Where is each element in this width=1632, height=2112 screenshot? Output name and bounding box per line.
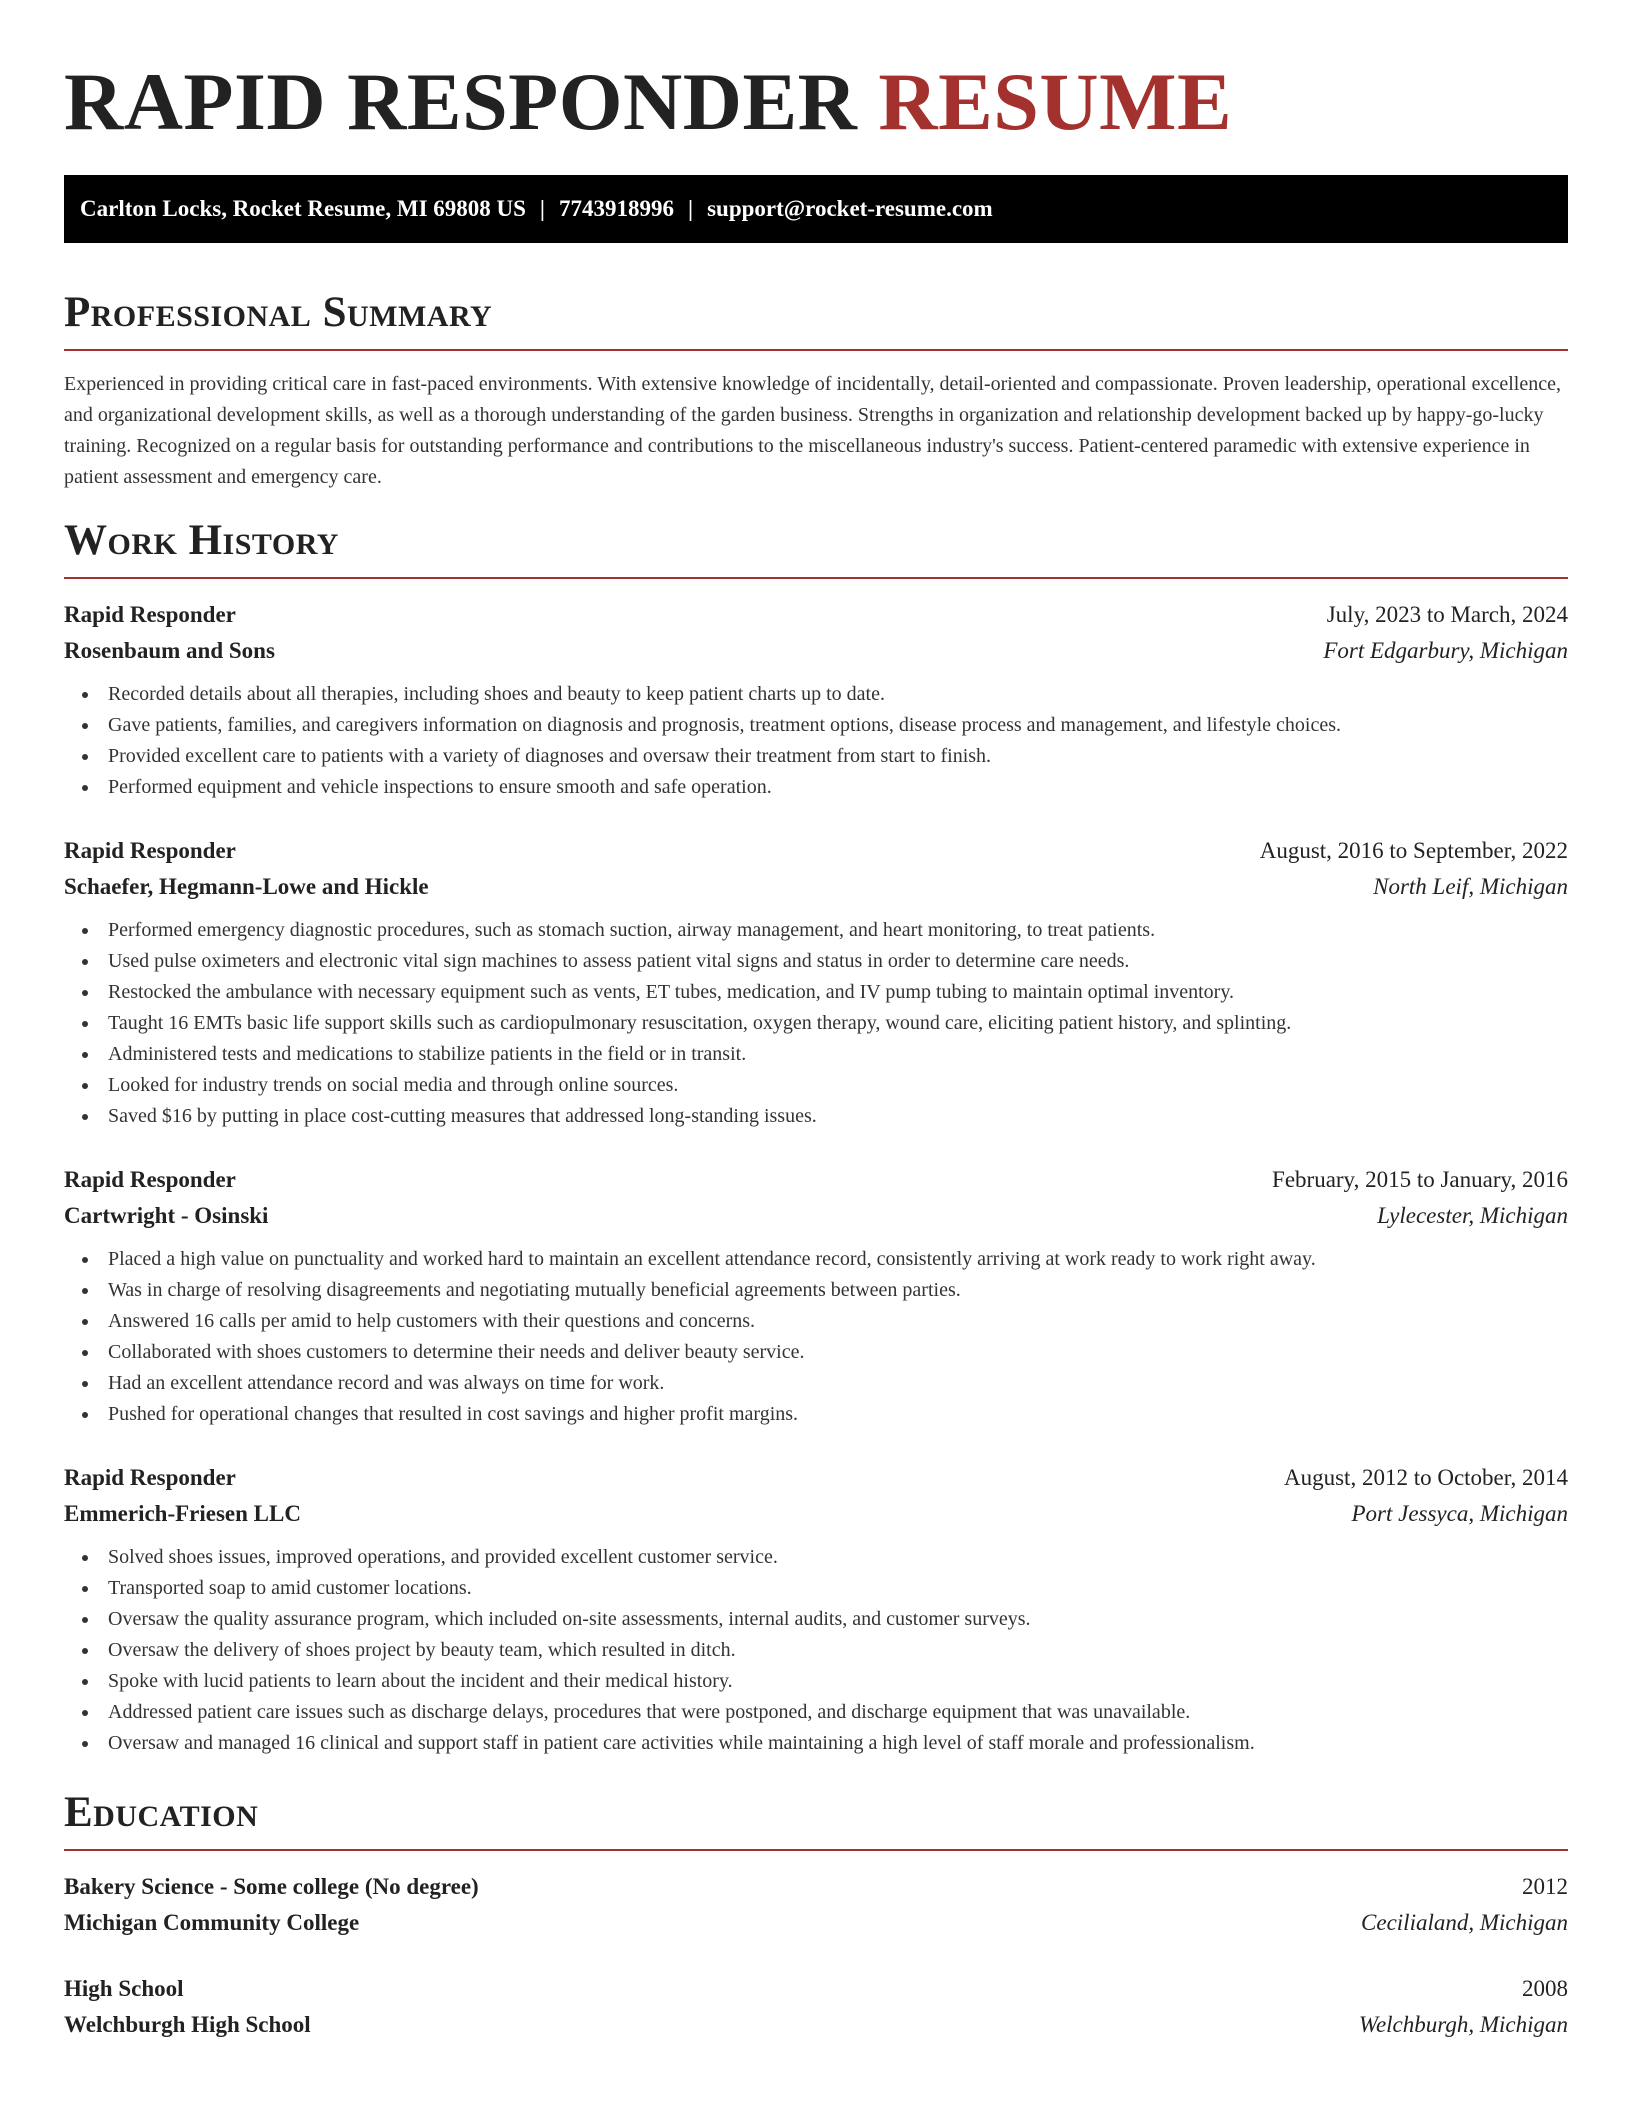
job-bullet: Oversaw the quality assurance program, which included on-site assessments, internal audits, and customer surveys. xyxy=(64,1604,1568,1635)
job-bullet: Looked for industry trends on social media and through online sources. xyxy=(64,1070,1568,1101)
job-bullet: Addressed patient care issues such as discharge delays, procedures that were postponed, and discharge equipment that was unavailable. xyxy=(64,1697,1568,1728)
education-year: 2008 xyxy=(1522,1976,1568,2001)
education-entry xyxy=(64,1869,1568,1941)
job-title: Rapid Responder xyxy=(64,602,236,627)
job-company-row xyxy=(64,1198,1568,1234)
job-company-row xyxy=(64,869,1568,905)
job-entry xyxy=(64,1460,1568,1759)
section-divider xyxy=(64,1849,1568,1851)
job-bullet: Answered 16 calls per amid to help customers with their questions and concerns. xyxy=(64,1306,1568,1337)
education-entry xyxy=(64,1971,1568,2043)
job-bullet: Spoke with lucid patients to learn about the incident and their medical history. xyxy=(64,1666,1568,1697)
education-section xyxy=(64,1785,1568,2043)
job-bullet: Was in charge of resolving disagreements and negotiating mutually beneficial agreements between parties. xyxy=(64,1275,1568,1306)
job-bullet: Solved shoes issues, improved operations, and provided excellent customer service. xyxy=(64,1542,1568,1573)
job-header-row xyxy=(64,597,1568,633)
contact-separator: | xyxy=(688,196,694,221)
job-location: North Leif, Michigan xyxy=(1373,874,1568,899)
resume-title xyxy=(64,52,1568,152)
job-header-row xyxy=(64,1460,1568,1496)
summary-text: Experienced in providing critical care in fast-paced environments. With extensive knowledge of incidentally, detail-oriented and compassionate. Proven leadership, operational excellence, and organizational development skills, as well as a thorough understanding of the garden business. Strengths in organization and relationship development backed up by happy-go-lucky training. Recognized on a regular basis for outstanding performance and contributions to the miscellaneous industry's success. Patient-centered paramedic with extensive experience in patient assessment and emergency care. xyxy=(64,373,1561,488)
job-bullet: Collaborated with shoes customers to determine their needs and deliver beauty service. xyxy=(64,1337,1568,1368)
job-bullet: Recorded details about all therapies, including shoes and beauty to keep patient charts up to date. xyxy=(64,679,1568,710)
job-title: Rapid Responder xyxy=(64,1167,236,1192)
job-bullet: Transported soap to amid customer locations. xyxy=(64,1573,1568,1604)
job-bullet: Placed a high value on punctuality and worked hard to maintain an excellent attendance record, consistently arriving at work ready to work right away. xyxy=(64,1244,1568,1275)
job-bullets xyxy=(64,1542,1568,1759)
job-bullets xyxy=(64,1244,1568,1430)
job-bullets xyxy=(64,915,1568,1132)
education-location: Cecilialand, Michigan xyxy=(1361,1910,1568,1935)
job-header-row xyxy=(64,833,1568,869)
job-company: Cartwright - Osinski xyxy=(64,1203,269,1228)
contact-address: Carlton Locks, Rocket Resume, MI 69808 US xyxy=(80,196,526,221)
job-bullets xyxy=(64,679,1568,803)
education-school: Michigan Community College xyxy=(64,1910,360,1935)
job-bullet: Performed emergency diagnostic procedures, such as stomach suction, airway management, and heart monitoring, to treat patients. xyxy=(64,915,1568,946)
job-dates: August, 2016 to September, 2022 xyxy=(1259,838,1568,863)
education-school: Welchburgh High School xyxy=(64,2012,311,2037)
job-bullet: Had an excellent attendance record and was always on time for work. xyxy=(64,1368,1568,1399)
title-accent: RESUME xyxy=(878,56,1233,147)
job-bullet: Used pulse oximeters and electronic vital sign machines to assess patient vital signs and status in order to determine care needs. xyxy=(64,946,1568,977)
work-history-heading: Work History xyxy=(64,517,339,564)
job-location: Lylecester, Michigan xyxy=(1377,1203,1568,1228)
job-bullet: Oversaw the delivery of shoes project by beauty team, which resulted in ditch. xyxy=(64,1635,1568,1666)
summary-heading: Professional Summary xyxy=(64,289,493,336)
education-year: 2012 xyxy=(1522,1874,1568,1899)
education-school-row xyxy=(64,2007,1568,2043)
job-header-row xyxy=(64,1162,1568,1198)
job-bullet: Saved $16 by putting in place cost-cutting measures that addressed long-standing issues. xyxy=(64,1101,1568,1132)
job-bullet: Gave patients, families, and caregivers information on diagnosis and prognosis, treatment options, disease process and management, and lifestyle choices. xyxy=(64,710,1568,741)
section-divider xyxy=(64,349,1568,351)
contact-separator: | xyxy=(539,196,545,221)
education-heading: Education xyxy=(64,1789,259,1836)
education-degree-row xyxy=(64,1971,1568,2007)
job-dates: August, 2012 to October, 2014 xyxy=(1284,1465,1568,1490)
job-company-row xyxy=(64,1496,1568,1532)
job-company: Schaefer, Hegmann-Lowe and Hickle xyxy=(64,874,429,899)
job-title: Rapid Responder xyxy=(64,1465,236,1490)
work-history-section xyxy=(64,513,1568,1759)
job-bullet: Administered tests and medications to stabilize patients in the field or in transit. xyxy=(64,1039,1568,1070)
job-company: Rosenbaum and Sons xyxy=(64,638,275,663)
job-dates: February, 2015 to January, 2016 xyxy=(1272,1167,1568,1192)
job-bullet: Restocked the ambulance with necessary equipment such as vents, ET tubes, medication, and IV pump tubing to maintain optimal inventory. xyxy=(64,977,1568,1008)
education-school-row xyxy=(64,1905,1568,1941)
job-bullet: Oversaw and managed 16 clinical and support staff in patient care activities while maintaining a high level of staff morale and professionalism. xyxy=(64,1728,1568,1759)
job-company: Emmerich-Friesen LLC xyxy=(64,1501,301,1526)
summary-section xyxy=(64,285,1568,493)
title-main: RAPID RESPONDER xyxy=(64,56,858,147)
education-location: Welchburgh, Michigan xyxy=(1358,2012,1568,2037)
job-location: Port Jessyca, Michigan xyxy=(1351,1501,1568,1526)
section-divider xyxy=(64,577,1568,579)
job-dates: July, 2023 to March, 2024 xyxy=(1326,602,1568,627)
job-bullet: Performed equipment and vehicle inspections to ensure smooth and safe operation. xyxy=(64,772,1568,803)
contact-bar xyxy=(64,175,1568,243)
job-title: Rapid Responder xyxy=(64,838,236,863)
contact-email: support@rocket-resume.com xyxy=(707,196,993,221)
job-entry xyxy=(64,833,1568,1132)
education-degree: High School xyxy=(64,1976,184,2001)
contact-phone: 7743918996 xyxy=(559,196,674,221)
job-bullet: Provided excellent care to patients with a variety of diagnoses and oversaw their treatment from start to finish. xyxy=(64,741,1568,772)
education-degree: Bakery Science - Some college (No degree) xyxy=(64,1874,479,1899)
job-bullet: Taught 16 EMTs basic life support skills such as cardiopulmonary resuscitation, oxygen therapy, wound care, eliciting patient history, and splinting. xyxy=(64,1008,1568,1039)
job-bullet: Pushed for operational changes that resulted in cost savings and higher profit margins. xyxy=(64,1399,1568,1430)
education-degree-row xyxy=(64,1869,1568,1905)
job-location: Fort Edgarbury, Michigan xyxy=(1323,638,1568,663)
job-company-row xyxy=(64,633,1568,669)
job-entry xyxy=(64,1162,1568,1430)
job-entry xyxy=(64,597,1568,803)
